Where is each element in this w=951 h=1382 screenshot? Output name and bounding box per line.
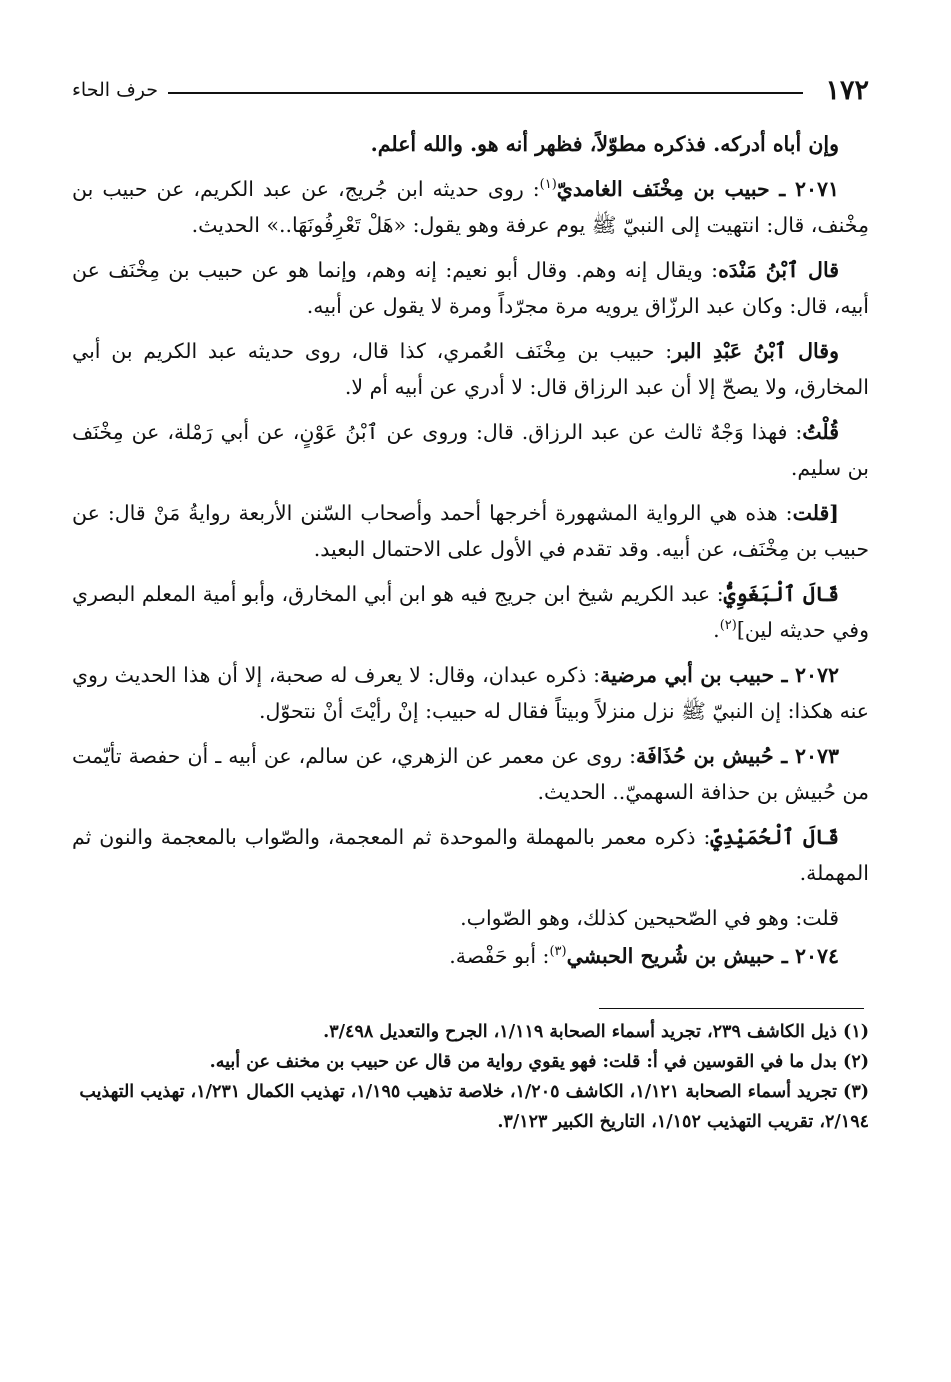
entry-2071 <box>72 171 869 243</box>
paragraph-text: : ذكره معمر بالمهملة والموحدة ثم المعجمة، والصّواب بالمعجمة والنون ثم المهملة. <box>72 825 869 885</box>
footnote-3: (٣) تجريد أسماء الصحابة ١/١٢١، الكاشف ١/٢٠٥، خلاصة تذهيب ١/١٩٥، تهذيب الكمال ١/٢٣١، تهذيب التهذيب ٢/١٩٤، تقريب التهذيب ١/١٥٢، التاريخ الكبير ٣/١٢٣. <box>79 1082 869 1132</box>
quote-heading: قُلْتُ <box>802 420 839 444</box>
entry-text: : روى حديثه ابن جُريج، عن عبد الكريم، عن حبيب بن مِخْنف، قال: انتهيت إلى النبيّ ﷺ يوم عرفة وهو يقول: «هَلْ تَعْرِفُونَهَا..» الحديث. <box>72 177 869 237</box>
page-body <box>72 126 869 974</box>
footnotes <box>72 1017 869 1137</box>
footnote-1: (١) ذيل الكاشف ٢٣٩، تجريد أسماء الصحابة ١/١١٩، الجرح والتعديل ٣/٤٩٨. <box>323 1022 869 1042</box>
footnote-2: (٢) بدل ما في القوسين في أ: قلت: فهو يقوي رواية من قال عن حبيب بن مخنف عن أبيه. <box>209 1052 869 1072</box>
entry-text: : ذكره عبدان، وقال: لا يعرف له صحبة، إلا أن هذا الحديث روي عنه هكذا: إن النبيّ ﷺ نزل منزلاً وبيتاً فقال له حبيب: إنْ رأيْتَ أنْ نتحوّل. <box>72 663 869 723</box>
paragraph-ibn-mandah <box>72 252 869 324</box>
paragraph-ibn-abd-al-barr <box>72 333 869 405</box>
paragraph-text: : حبيب بن مِخْنَف العُمري، كذا قال، روى حديثه عبد الكريم بن أبي المخارق، ولا يصحّ إلا أن عبد الرزاق قال: لا أدري عن أبيه أم لا. <box>72 339 869 399</box>
paragraph-baghawi <box>72 576 869 648</box>
header-rule <box>168 92 803 94</box>
quote-heading: وقال ٱبْنُ عَبْدِ البر <box>672 339 839 363</box>
entry-2074 <box>72 938 869 974</box>
entry-2072 <box>72 657 869 729</box>
footnote-ref: (١) <box>539 177 557 193</box>
paragraph-tail: . <box>713 618 720 642</box>
paragraph-text: : فهذا وَجْهٌ ثالث عن عبد الرزاق. قال: وروى عن ٱبْنُ عَوْنٍ، عن أبي رَمْلة، عن مِخْنَف بن سليم. <box>72 420 869 480</box>
entry-2073 <box>72 738 869 810</box>
paragraph-text: : عبد الكريم شيخ ابن جريج فيه هو ابن أبي المخارق، وأبو أمية المعلم البصري وفي حديثه لين] <box>72 582 869 642</box>
paragraph-sahihayn <box>72 900 869 936</box>
footnote-separator <box>599 1008 864 1009</box>
paragraph-qultu <box>72 414 869 486</box>
footnote-ref: (٢) <box>719 618 737 634</box>
entry-heading: ٢٠٧٤ ـ حبيش بن شُريح الحبشي <box>566 944 839 968</box>
paragraph-text: : ويقال إنه وهم. وقال أبو نعيم: إنه وهم، وإنما هو عن حبيب بن مِخْنَف عن أبيه، قال: وكان عبد الرزّاق يرويه مرة مجرّداً ومرة لا يقول عن أبيه. <box>72 258 869 318</box>
entry-text: : أبو حَفْصة. <box>449 944 550 968</box>
paragraph-humaydi <box>72 819 869 891</box>
entry-text: : روى عن معمر عن الزهري، عن سالم، عن أبيه ـ أن حفصة تأيّمت من حُبيش بن حذافة السهميّ.. الحديث. <box>72 744 869 804</box>
quote-heading: [قلت <box>792 501 839 525</box>
paragraph-continuation <box>72 126 869 162</box>
quote-heading: قال ٱبْنُ مَنْدَه <box>718 258 839 282</box>
entry-heading: ٢٠٧٣ ـ حُبيش بن حُذَافَة <box>636 744 839 768</box>
page-number: ١٧٢ <box>825 74 869 106</box>
quote-heading: قَالَ ٱلْبَغَوِيُّ <box>723 582 839 606</box>
running-head: حرف الحاء <box>72 79 159 101</box>
paragraph-text: : هذه هي الرواية المشهورة أخرجها أحمد وأصحاب السّنن الأربعة روايةُ مَنْ قال: عن حبيب بن مِخْنَف، عن أبيه. وقد تقدم في الأول على الاحتمال البعيد. <box>72 501 869 561</box>
paragraph-text: وإن أباه أدركه. فذكره مطوّلاً، فظهر أنه هو. والله أعلم. <box>370 132 839 156</box>
paragraph-text: قلت: وهو في الصّحيحين كذلك، وهو الصّواب. <box>460 906 839 930</box>
page-header <box>72 70 869 110</box>
quote-heading: قَالَ ٱلْحُمَيْدِيّ <box>710 825 839 849</box>
entry-heading: ٢٠٧٢ ـ حبيب بن أبي مرضية <box>600 663 839 687</box>
paragraph-bracket-note <box>72 495 869 567</box>
entry-heading: ٢٠٧١ ـ حبيب بن مِخْنَف الغامديّ <box>556 177 839 201</box>
footnote-ref: (٣) <box>549 944 567 960</box>
